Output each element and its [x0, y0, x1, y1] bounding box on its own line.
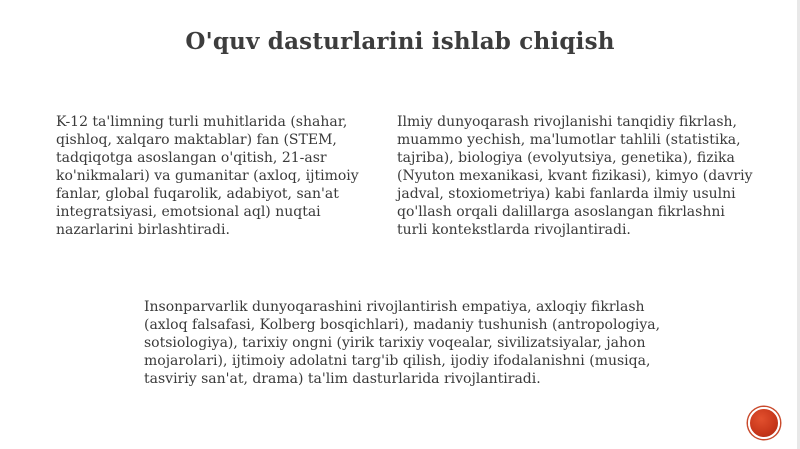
circle-nav-icon[interactable] — [748, 407, 780, 439]
paragraph-bottom: Insonparvarlik dunyoqarashini rivojlantirish empatiya, axloqiy fikrlash (axloq falsafasi, Kolberg bosqichlari), madaniy tushunish (antropologiya, sotsiologiya), tarixiy ongni (yirik tarixiy voqealar, sivilizatsiyalar, jahon mojarolari), ijtimoiy adolatni targ'ib qilish, ijodiy ifodalanishni (musiqa, tasviriy san'at, drama) ta'lim dasturlarida rivojlantiradi. — [144, 299, 661, 387]
slide-title: O'quv dasturlarini ishlab chiqish — [185, 28, 615, 55]
paragraph-left: K-12 ta'limning turli muhitlarida (shahar, qishloq, xalqaro maktablar) fan (STEM, tadqiqotga asoslangan o'qitish, 21-asr ko'nikmalari) va gumanitar (axloq, ijtimoiy fanlar, global fuqarolik, adabiyot, san'at integratsiyasi, emotsional aql) nuqtai nazarlarini birlashtiradi. — [56, 114, 359, 238]
paragraph-right: Ilmiy dunyoqarash rivojlanishi tanqidiy fikrlash, muammo yechish, ma'lumotlar tahlili (statistika, tajriba), biologiya (evolyutsiya, genetika), fizika (Nyuton mexanikasi, kvant fizikasi), kimyo (davriy jadval, stoxiometriya) kabi fanlarda ilmiy usulni qo'llash orqali dalillarga asoslangan fikrlashni turli kontekstlarda rivojlantiradi. — [397, 114, 753, 238]
